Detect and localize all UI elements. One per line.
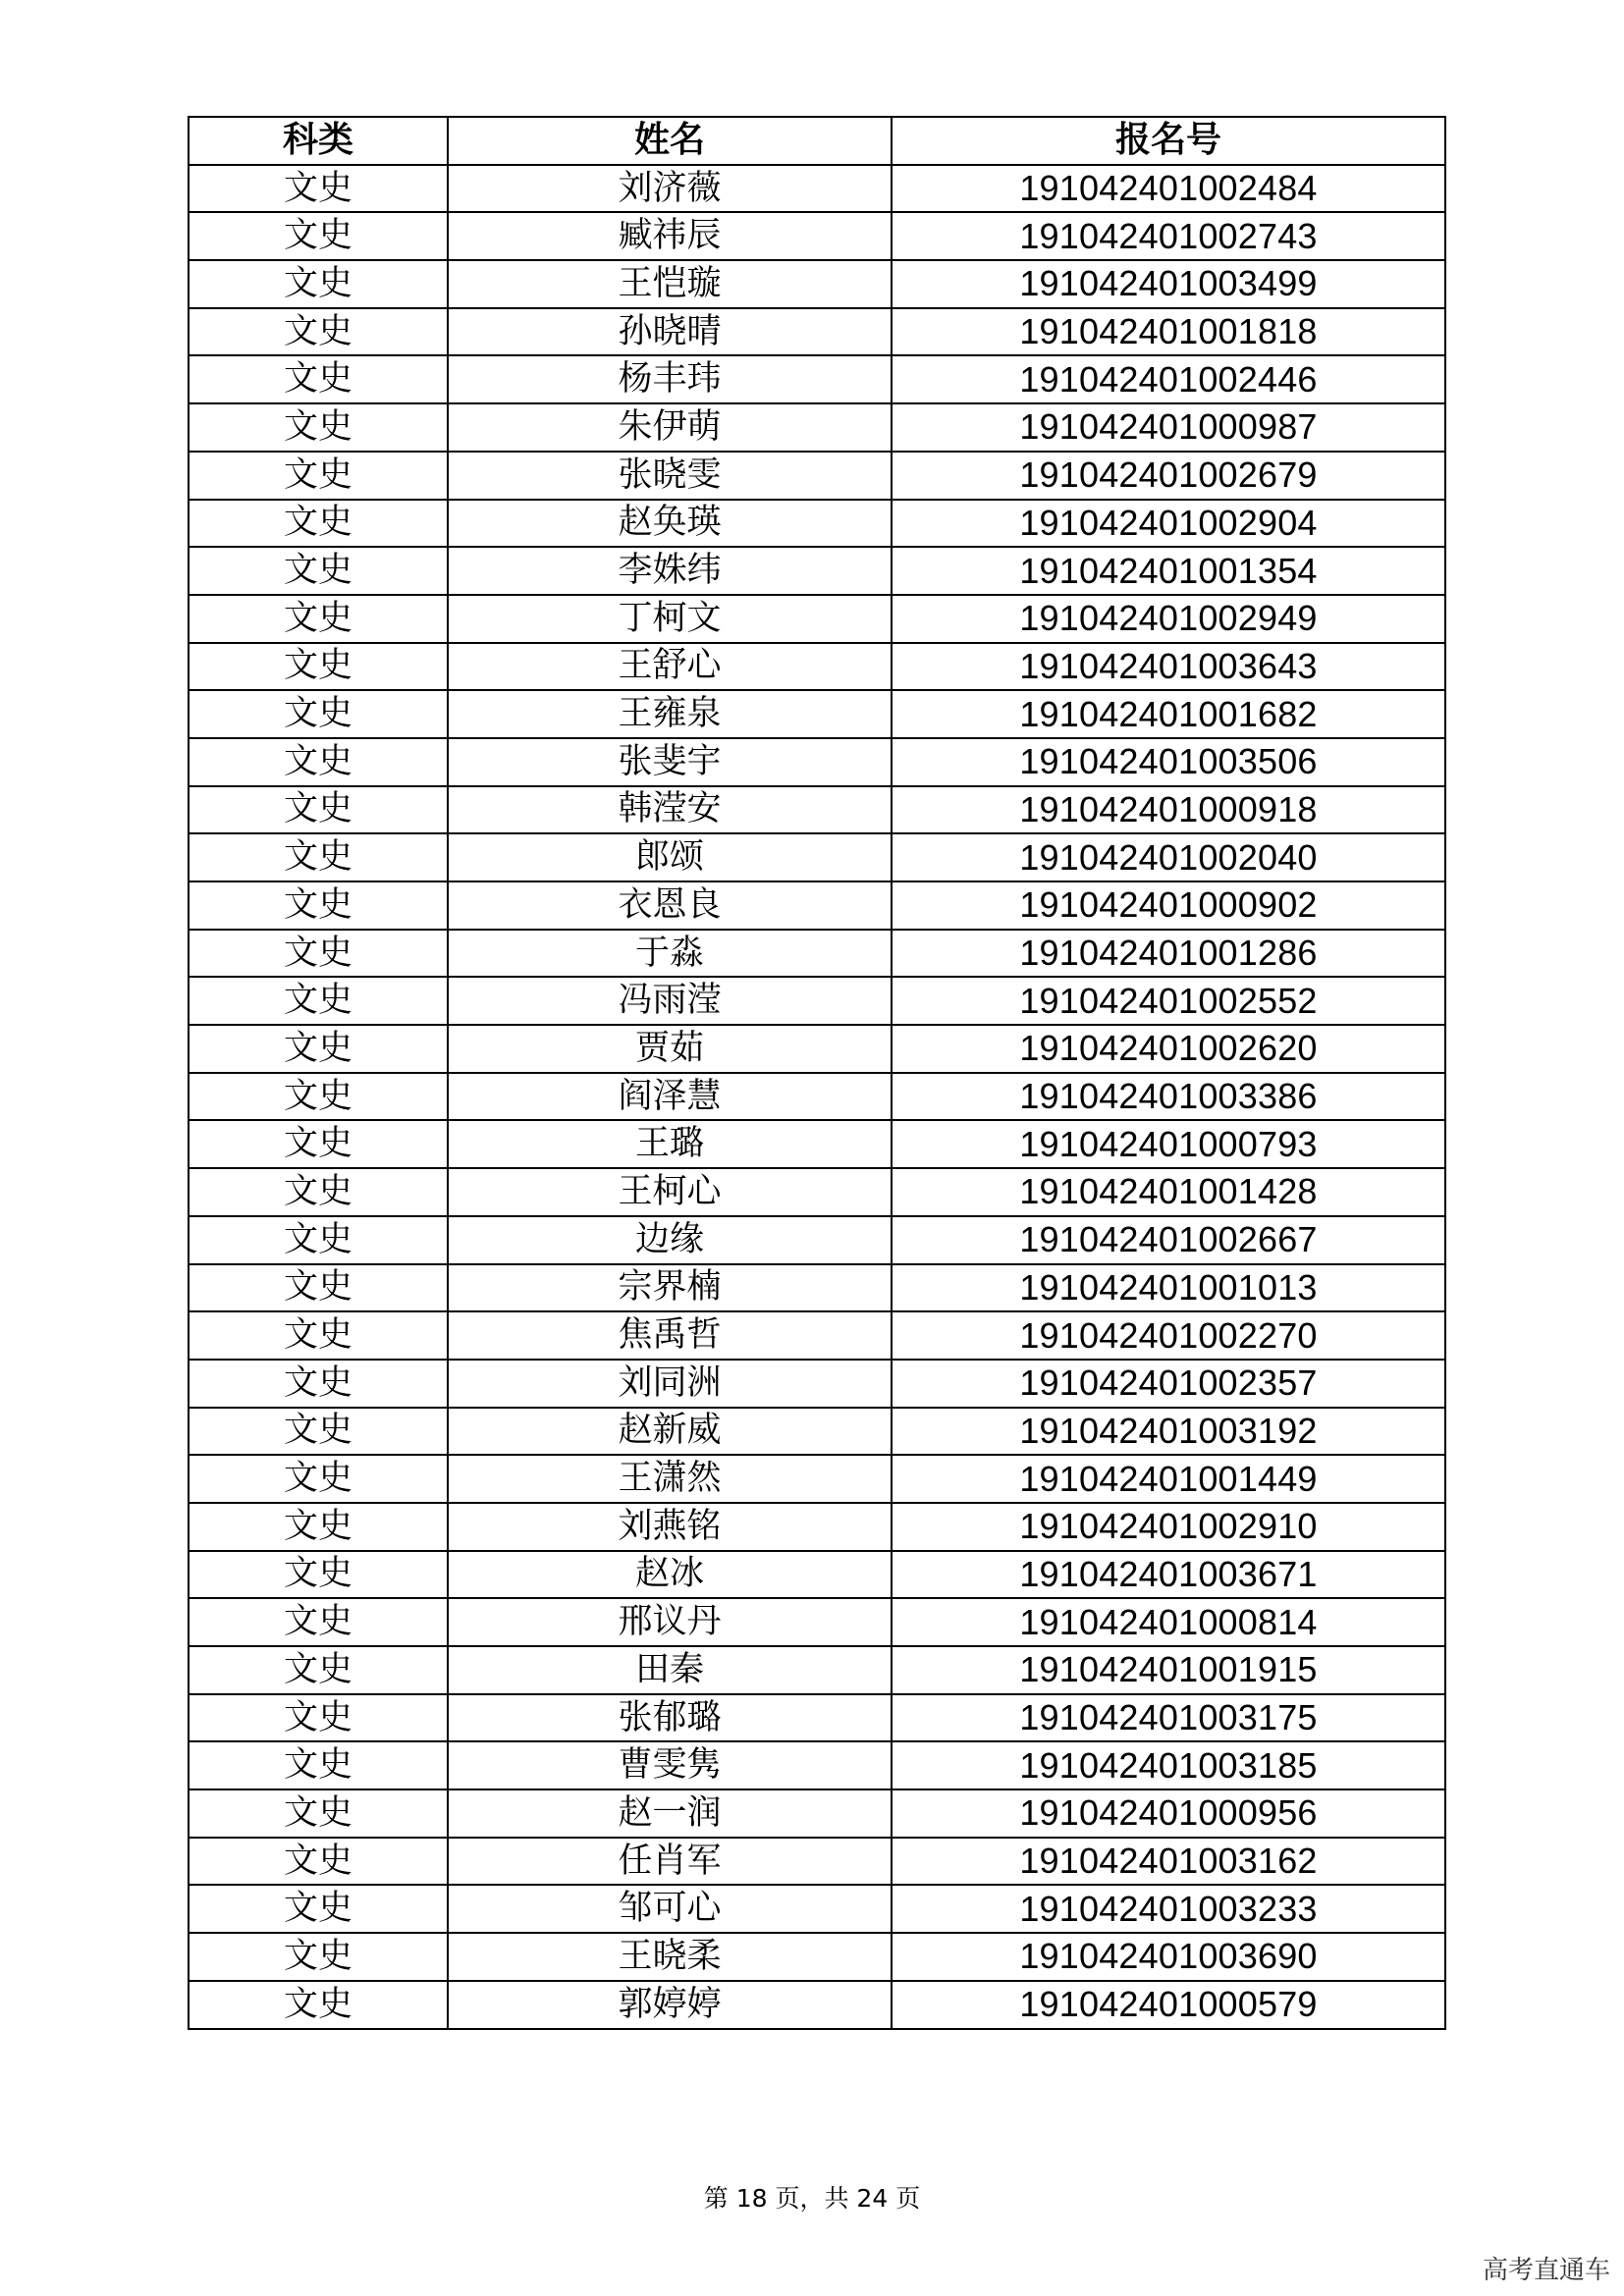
registration-number-cell: 191042401002357: [892, 1360, 1445, 1408]
category-cell: 文史: [189, 1408, 448, 1456]
registration-number-cell: 191042401003671: [892, 1551, 1445, 1599]
category-cell: 文史: [189, 690, 448, 738]
name-cell: 张郁璐: [448, 1694, 892, 1742]
table-row: [189, 1741, 1445, 1789]
table-row: [189, 260, 1445, 308]
registration-number-cell: 191042401002904: [892, 500, 1445, 548]
name-cell: 田秦: [448, 1646, 892, 1694]
name-cell: 赵奂瑛: [448, 500, 892, 548]
registration-number-cell: 191042401003499: [892, 260, 1445, 308]
category-cell: 文史: [189, 355, 448, 403]
table-row: [189, 165, 1445, 213]
category-cell: 文史: [189, 308, 448, 356]
registration-number-cell: 191042401002910: [892, 1503, 1445, 1551]
category-cell: 文史: [189, 1216, 448, 1264]
category-cell: 文史: [189, 1789, 448, 1838]
table-row: [189, 1551, 1445, 1599]
roster-table-container: [188, 116, 1444, 2030]
page-number-footer: 第 18 页，共 24 页: [703, 2184, 921, 2213]
table-row: [189, 1503, 1445, 1551]
category-cell: 文史: [189, 165, 448, 213]
name-cell: 衣恩良: [448, 881, 892, 930]
header-registration-number: 报名号: [892, 117, 1445, 165]
category-cell: 文史: [189, 1025, 448, 1073]
name-cell: 张晓雯: [448, 452, 892, 500]
name-cell: 宗界楠: [448, 1264, 892, 1312]
category-cell: 文史: [189, 1598, 448, 1646]
registration-number-cell: 191042401000902: [892, 881, 1445, 930]
table-row: [189, 1408, 1445, 1456]
category-cell: 文史: [189, 738, 448, 786]
name-cell: 王舒心: [448, 643, 892, 691]
category-cell: 文史: [189, 1503, 448, 1551]
header-name: 姓名: [448, 117, 892, 165]
category-cell: 文史: [189, 452, 448, 500]
registration-number-cell: 191042401002667: [892, 1216, 1445, 1264]
category-cell: 文史: [189, 212, 448, 260]
category-cell: 文史: [189, 833, 448, 881]
name-cell: 曹雯隽: [448, 1741, 892, 1789]
category-cell: 文史: [189, 1455, 448, 1503]
name-cell: 赵冰: [448, 1551, 892, 1599]
registration-number-cell: 191042401003386: [892, 1073, 1445, 1121]
table-row: [189, 1933, 1445, 1981]
registration-number-cell: 191042401002270: [892, 1311, 1445, 1360]
name-cell: 朱伊萌: [448, 403, 892, 452]
table-row: [189, 1216, 1445, 1264]
name-cell: 郭婷婷: [448, 1981, 892, 2029]
registration-number-cell: 191042401002743: [892, 212, 1445, 260]
category-cell: 文史: [189, 403, 448, 452]
name-cell: 刘同洲: [448, 1360, 892, 1408]
table-row: [189, 1646, 1445, 1694]
name-cell: 王柯心: [448, 1168, 892, 1216]
table-row: [189, 1311, 1445, 1360]
name-cell: 韩滢安: [448, 786, 892, 834]
table-header-row: [189, 117, 1445, 165]
category-cell: 文史: [189, 1551, 448, 1599]
name-cell: 王雍泉: [448, 690, 892, 738]
category-cell: 文史: [189, 1933, 448, 1981]
table-row: [189, 1455, 1445, 1503]
registration-number-cell: 191042401002552: [892, 977, 1445, 1025]
table-row: [189, 1360, 1445, 1408]
name-cell: 赵新威: [448, 1408, 892, 1456]
registration-number-cell: 191042401003643: [892, 643, 1445, 691]
name-cell: 阎泽慧: [448, 1073, 892, 1121]
table-row: [189, 1120, 1445, 1168]
table-row: [189, 1598, 1445, 1646]
table-row: [189, 212, 1445, 260]
category-cell: 文史: [189, 1264, 448, 1312]
category-cell: 文史: [189, 500, 448, 548]
category-cell: 文史: [189, 1885, 448, 1933]
category-cell: 文史: [189, 1073, 448, 1121]
category-cell: 文史: [189, 1981, 448, 2029]
table-row: [189, 1885, 1445, 1933]
table-row: [189, 643, 1445, 691]
registration-number-cell: 191042401000987: [892, 403, 1445, 452]
category-cell: 文史: [189, 595, 448, 643]
registration-number-cell: 191042401002679: [892, 452, 1445, 500]
name-cell: 边缘: [448, 1216, 892, 1264]
registration-number-cell: 191042401001428: [892, 1168, 1445, 1216]
table-row: [189, 738, 1445, 786]
watermark-text: 高考直通车: [1482, 2256, 1610, 2285]
table-row: [189, 1981, 1445, 2029]
table-row: [189, 690, 1445, 738]
category-cell: 文史: [189, 1838, 448, 1886]
table-row: [189, 930, 1445, 978]
category-cell: 文史: [189, 930, 448, 978]
category-cell: 文史: [189, 547, 448, 595]
table-row: [189, 595, 1445, 643]
registration-number-cell: 191042401003690: [892, 1933, 1445, 1981]
name-cell: 王潇然: [448, 1455, 892, 1503]
table-row: [189, 1838, 1445, 1886]
name-cell: 刘燕铭: [448, 1503, 892, 1551]
category-cell: 文史: [189, 1646, 448, 1694]
name-cell: 王恺璇: [448, 260, 892, 308]
name-cell: 张斐宇: [448, 738, 892, 786]
table-row: [189, 403, 1445, 452]
registration-number-cell: 191042401003233: [892, 1885, 1445, 1933]
table-row: [189, 881, 1445, 930]
table-row: [189, 833, 1445, 881]
category-cell: 文史: [189, 643, 448, 691]
table-row: [189, 977, 1445, 1025]
name-cell: 邢议丹: [448, 1598, 892, 1646]
table-row: [189, 355, 1445, 403]
registration-number-cell: 191042401001449: [892, 1455, 1445, 1503]
registration-number-cell: 191042401003185: [892, 1741, 1445, 1789]
table-row: [189, 786, 1445, 834]
name-cell: 郎颂: [448, 833, 892, 881]
registration-number-cell: 191042401002446: [892, 355, 1445, 403]
category-cell: 文史: [189, 1311, 448, 1360]
registration-number-cell: 191042401003192: [892, 1408, 1445, 1456]
name-cell: 王璐: [448, 1120, 892, 1168]
table-row: [189, 1789, 1445, 1838]
name-cell: 孙晓晴: [448, 308, 892, 356]
registration-number-cell: 191042401000814: [892, 1598, 1445, 1646]
registration-number-cell: 191042401000918: [892, 786, 1445, 834]
category-cell: 文史: [189, 1741, 448, 1789]
table-row: [189, 1694, 1445, 1742]
registration-number-cell: 191042401001818: [892, 308, 1445, 356]
table-row: [189, 1168, 1445, 1216]
table-row: [189, 308, 1445, 356]
roster-table: [188, 116, 1446, 2030]
registration-number-cell: 191042401001013: [892, 1264, 1445, 1312]
registration-number-cell: 191042401001682: [892, 690, 1445, 738]
registration-number-cell: 191042401003162: [892, 1838, 1445, 1886]
name-cell: 赵一润: [448, 1789, 892, 1838]
registration-number-cell: 191042401002040: [892, 833, 1445, 881]
registration-number-cell: 191042401002949: [892, 595, 1445, 643]
registration-number-cell: 191042401002484: [892, 165, 1445, 213]
category-cell: 文史: [189, 1694, 448, 1742]
category-cell: 文史: [189, 1120, 448, 1168]
table-row: [189, 1264, 1445, 1312]
registration-number-cell: 191042401000579: [892, 1981, 1445, 2029]
name-cell: 焦禹哲: [448, 1311, 892, 1360]
registration-number-cell: 191042401001915: [892, 1646, 1445, 1694]
registration-number-cell: 191042401000793: [892, 1120, 1445, 1168]
table-row: [189, 547, 1445, 595]
table-row: [189, 500, 1445, 548]
name-cell: 邹可心: [448, 1885, 892, 1933]
registration-number-cell: 191042401001354: [892, 547, 1445, 595]
header-category: 科类: [189, 117, 448, 165]
category-cell: 文史: [189, 260, 448, 308]
category-cell: 文史: [189, 786, 448, 834]
name-cell: 丁柯文: [448, 595, 892, 643]
registration-number-cell: 191042401000956: [892, 1789, 1445, 1838]
category-cell: 文史: [189, 977, 448, 1025]
name-cell: 冯雨滢: [448, 977, 892, 1025]
table-row: [189, 1073, 1445, 1121]
name-cell: 臧祎辰: [448, 212, 892, 260]
table-row: [189, 452, 1445, 500]
category-cell: 文史: [189, 1168, 448, 1216]
registration-number-cell: 191042401001286: [892, 930, 1445, 978]
name-cell: 刘济薇: [448, 165, 892, 213]
registration-number-cell: 191042401003175: [892, 1694, 1445, 1742]
name-cell: 于淼: [448, 930, 892, 978]
name-cell: 李姝纬: [448, 547, 892, 595]
registration-number-cell: 191042401002620: [892, 1025, 1445, 1073]
category-cell: 文史: [189, 881, 448, 930]
name-cell: 贾茹: [448, 1025, 892, 1073]
name-cell: 任肖军: [448, 1838, 892, 1886]
name-cell: 王晓柔: [448, 1933, 892, 1981]
table-row: [189, 1025, 1445, 1073]
table-body: [189, 165, 1445, 2029]
registration-number-cell: 191042401003506: [892, 738, 1445, 786]
category-cell: 文史: [189, 1360, 448, 1408]
name-cell: 杨丰玮: [448, 355, 892, 403]
